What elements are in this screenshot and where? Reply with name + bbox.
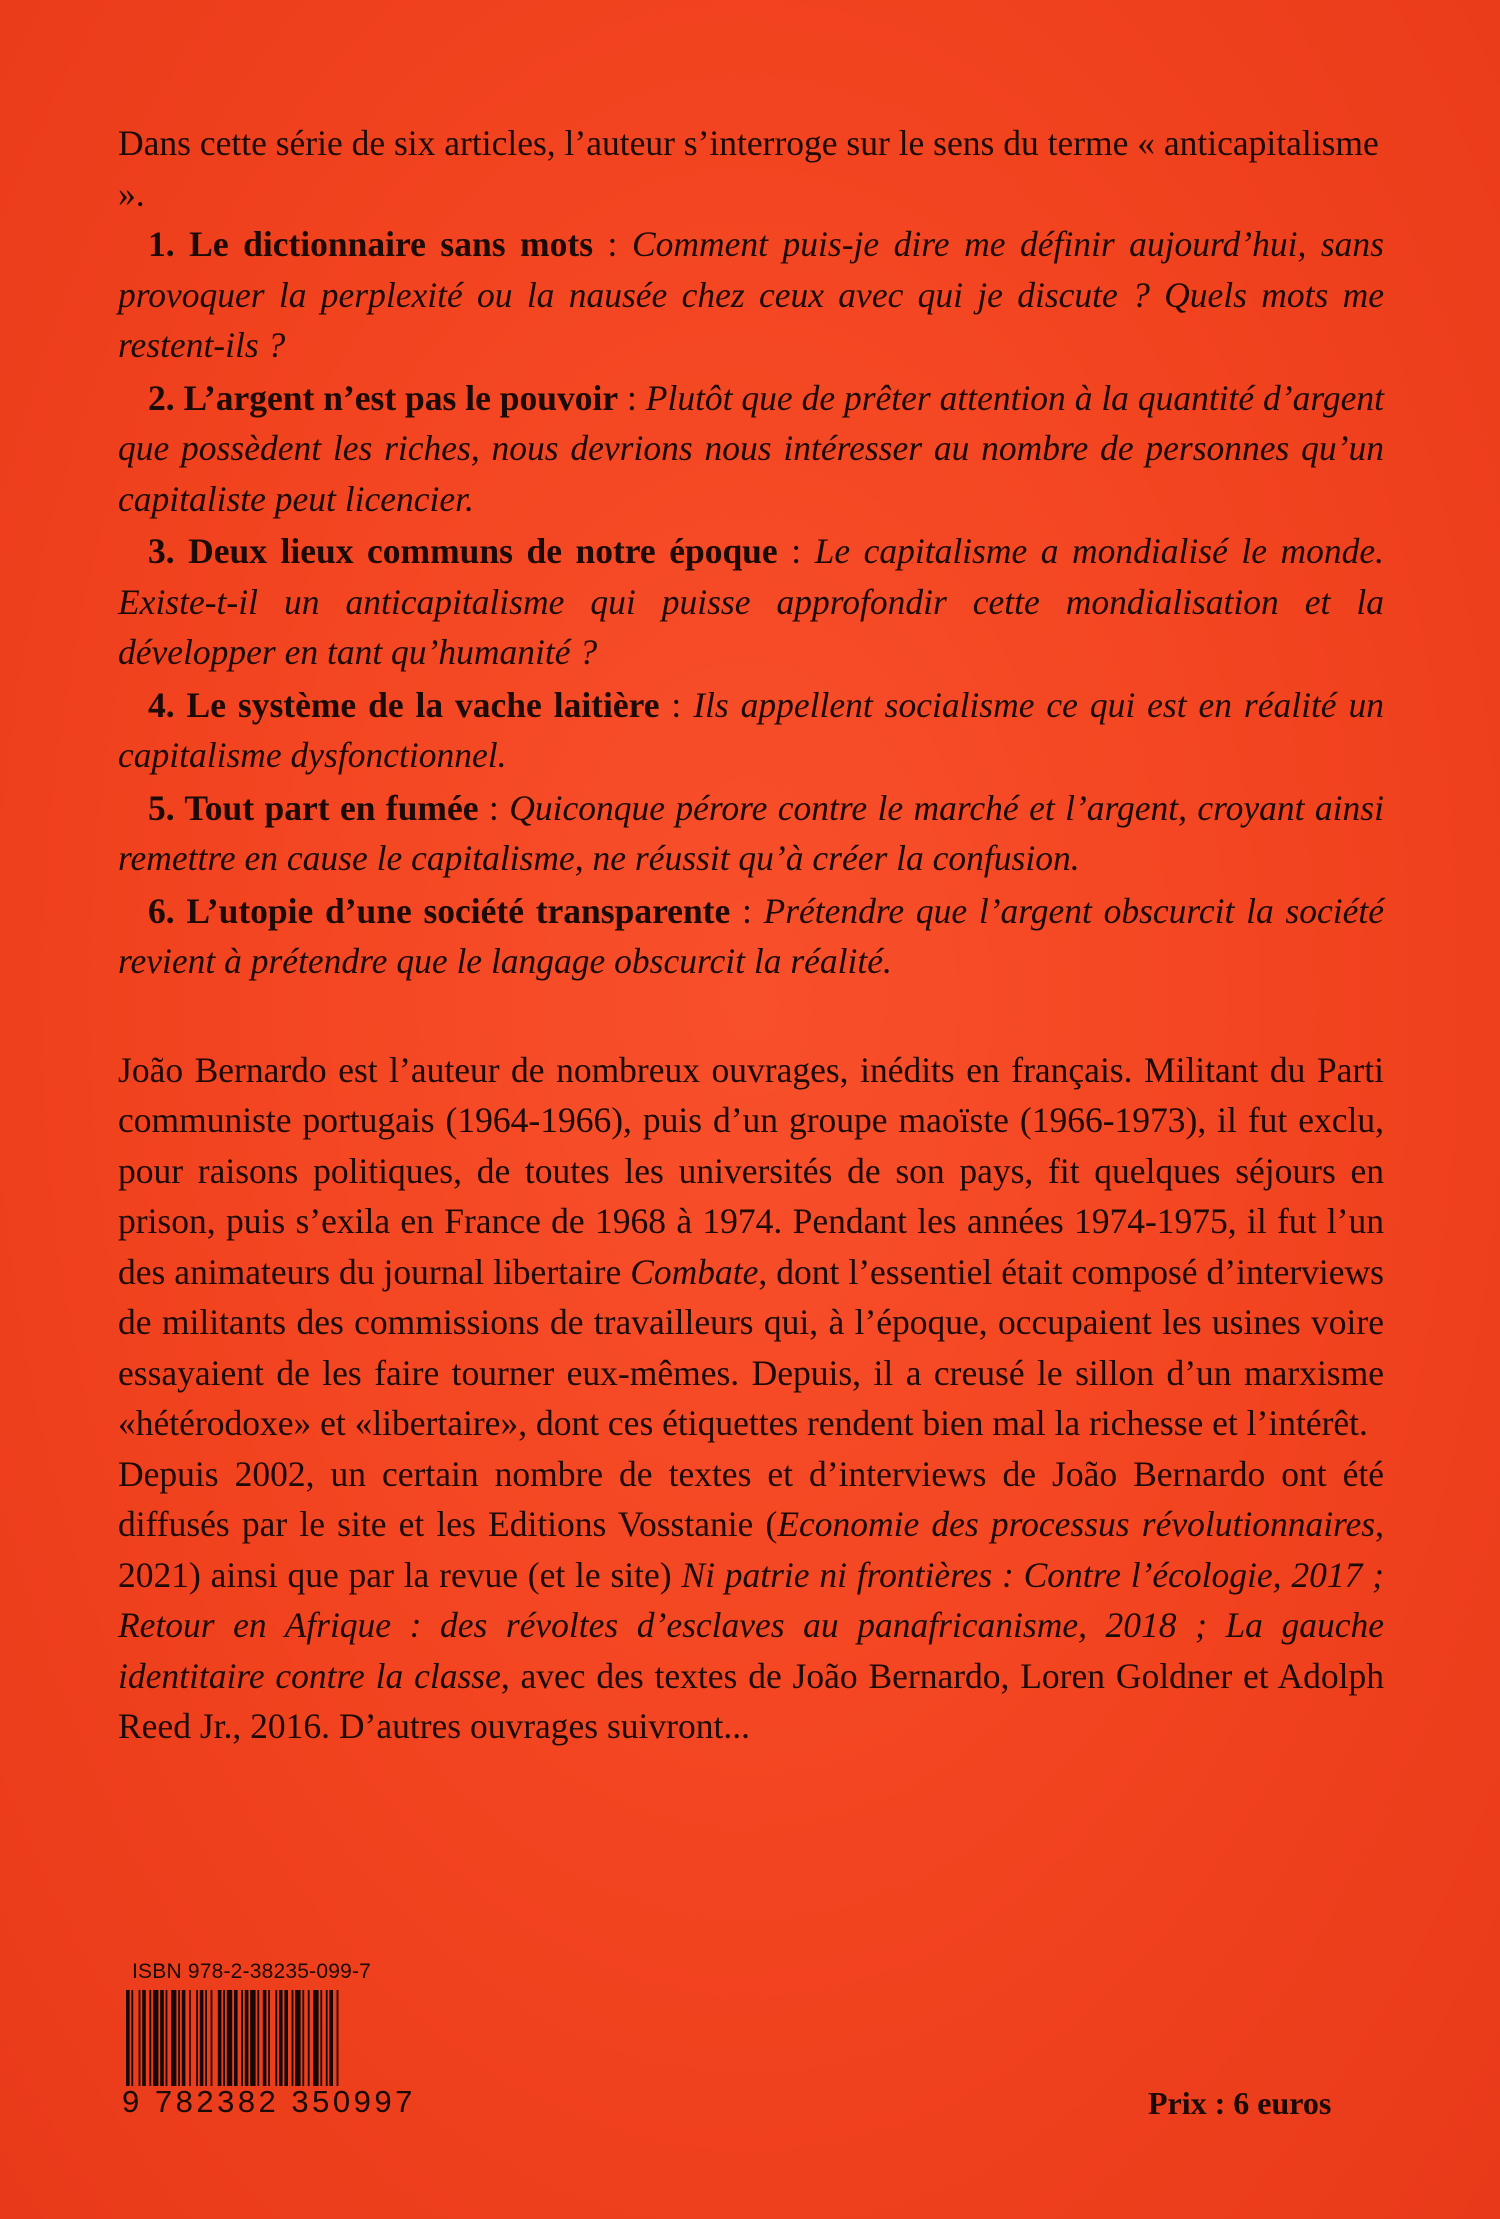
bio-paragraph-2 [118, 1449, 1384, 1752]
article-summary: Ils appellent socialisme ce qui est en réalité un capitalisme dysfonctionnel. [118, 684, 1384, 775]
article-separator: : [730, 890, 764, 931]
isbn-barcode-block [122, 1960, 416, 2130]
article-item [118, 680, 1384, 781]
journal-title: Combate [630, 1251, 759, 1292]
article-separator: : [593, 224, 632, 264]
book-titles: Ni patrie ni frontières : Contre l’écologie, 2017 ; Retour en Afrique : des révoltes d’esclaves au panafricanisme, 2018 ; La gauche identitaire contre la classe [118, 1554, 1384, 1696]
article-summary: Comment puis-je dire me définir aujourd’hui, sans provoquer la perplexité ou la nausée chez ceux avec qui je discute ? Quels mots me restent-ils ? [118, 224, 1384, 365]
bio-paragraph-1 [118, 1045, 1384, 1449]
article-title: 1. Le dictionnaire sans mots [148, 224, 594, 264]
article-title: 2. L’argent n’est pas le pouvoir [148, 377, 619, 418]
article-item [118, 373, 1384, 525]
article-separator: : [777, 531, 815, 571]
isbn-digits: 9 782382 350997 [122, 2084, 416, 2119]
article-title: 6. L’utopie d’une société transparente [148, 890, 731, 931]
bio-text: , 2021) ainsi que par la revue (et le site) [118, 1504, 1384, 1595]
author-bio [118, 1045, 1384, 1752]
article-item [118, 783, 1384, 884]
isbn-label: ISBN 978-2-38235-099-7 [132, 1960, 372, 1983]
back-cover-text [118, 118, 1384, 1752]
bio-text: , avec des textes de João Bernardo, Loren Goldner et Adolph Reed Jr., 2016. D’autres ouvrages suivront... [118, 1655, 1384, 1746]
bio-text: João Bernardo est l’auteur de nombreux ouvrages, inédits en français. Militant du Parti communiste portugais (1964-1966), puis d’un groupe maoïste (1966-1973), il fut exclu, pour raisons politiques, de toutes les universités de son pays, fit quelques séjours en prison, puis s’exila en France de 1968 à 1974. Pendant les années 1974-1975, il fut l’un des animateurs du journal libertaire [118, 1049, 1384, 1292]
article-summary: Prétendre que l’argent obscurcit la société revient à prétendre que le langage obscurcit la réalité. [118, 890, 1384, 981]
bio-text: , dont l’essentiel était composé d’interviews de militants des commissions de travailleurs qui, à l’époque, occupaient les usines voire essayaient de les faire tourner eux-mêmes. Depuis, il a creusé le sillon d’un marxisme «hétérodoxe» et «libertaire», dont ces étiquettes rendent bien mal la richesse et l’intérêt. [118, 1251, 1384, 1443]
book-title: Economie des processus révolutionnaires [777, 1504, 1376, 1544]
article-item [118, 219, 1384, 371]
article-separator: : [659, 684, 694, 725]
article-summary: Le capitalisme a mondialisé le monde. Existe-t-il un anticapitalisme qui puisse approfondir cette mondialisation et la développer en tant qu’humanité ? [118, 531, 1384, 672]
article-separator: : [478, 787, 510, 828]
bio-text: Depuis 2002, un certain nombre de textes et d’interviews de João Bernardo ont été diffusés par le site et les Editions Vosstanie ( [118, 1453, 1384, 1544]
article-item [118, 526, 1384, 678]
price-label: Prix : 6 euros [1148, 2085, 1332, 2121]
article-item [118, 886, 1384, 987]
article-title: 5. Tout part en fumée [148, 787, 479, 828]
article-title: 4. Le système de la vache laitière [148, 684, 660, 725]
article-summary: Plutôt que de prêter attention à la quantité d’argent que possèdent les riches, nous devrions nous intéresser au nombre de personnes qu’un capitaliste peut licencier. [118, 377, 1384, 519]
barcode-icon [122, 1990, 402, 2090]
article-summary: Quiconque pérore contre le marché et l’argent, croyant ainsi remettre en cause le capitalisme, ne réussit qu’à créer la confusion. [118, 787, 1384, 878]
article-title: 3. Deux lieux communs de notre époque [148, 531, 778, 571]
article-list [118, 219, 1384, 987]
article-separator: : [618, 377, 646, 418]
intro-paragraph: Dans cette série de six articles, l’auteur s’interroge sur le sens du terme « anticapitalisme ». [118, 123, 1379, 214]
